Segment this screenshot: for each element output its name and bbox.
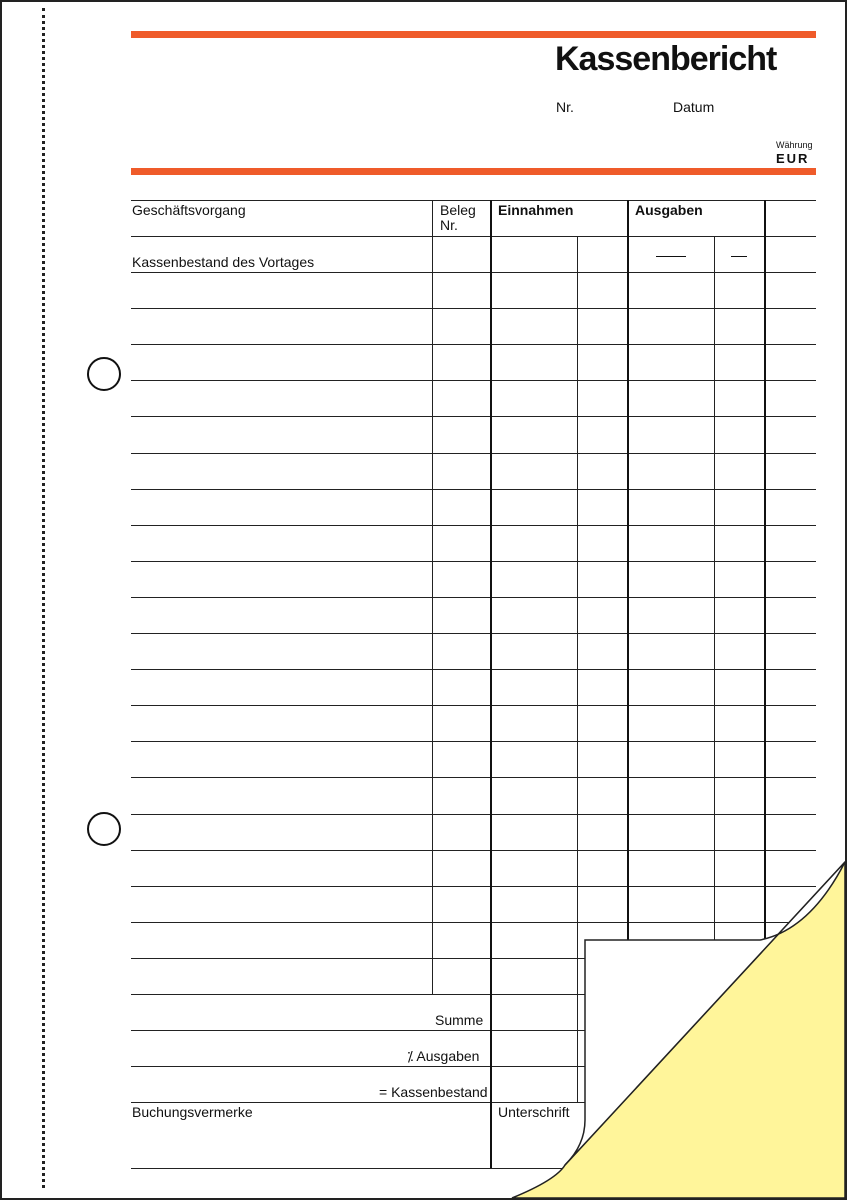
label-summe: Summe [435,1012,484,1028]
label-unterschrift: Unterschrift [498,1104,570,1120]
currency-label: Währung [776,140,813,150]
nr-label: Nr. [556,99,574,115]
row-kassenbestand-vortag: Kassenbestand des Vortages [132,254,315,270]
datum-label: Datum [673,99,715,115]
label-buchungsvermerke: Buchungsvermerke [132,1104,253,1120]
header-beleg-nr: Nr. [440,217,458,233]
header-geschaeftsvorgang: Geschäftsvorgang [132,202,246,218]
label-kassenbestand: = Kassenbestand [379,1084,488,1100]
header-einnahmen: Einnahmen [498,202,574,218]
header-beleg: Beleg [440,202,476,218]
label-minus-ausgaben: ⁒ Ausgaben [407,1048,480,1064]
currency-value: EUR [776,151,810,166]
form-title: Kassenbericht [555,40,777,78]
header-ausgaben: Ausgaben [635,202,703,218]
